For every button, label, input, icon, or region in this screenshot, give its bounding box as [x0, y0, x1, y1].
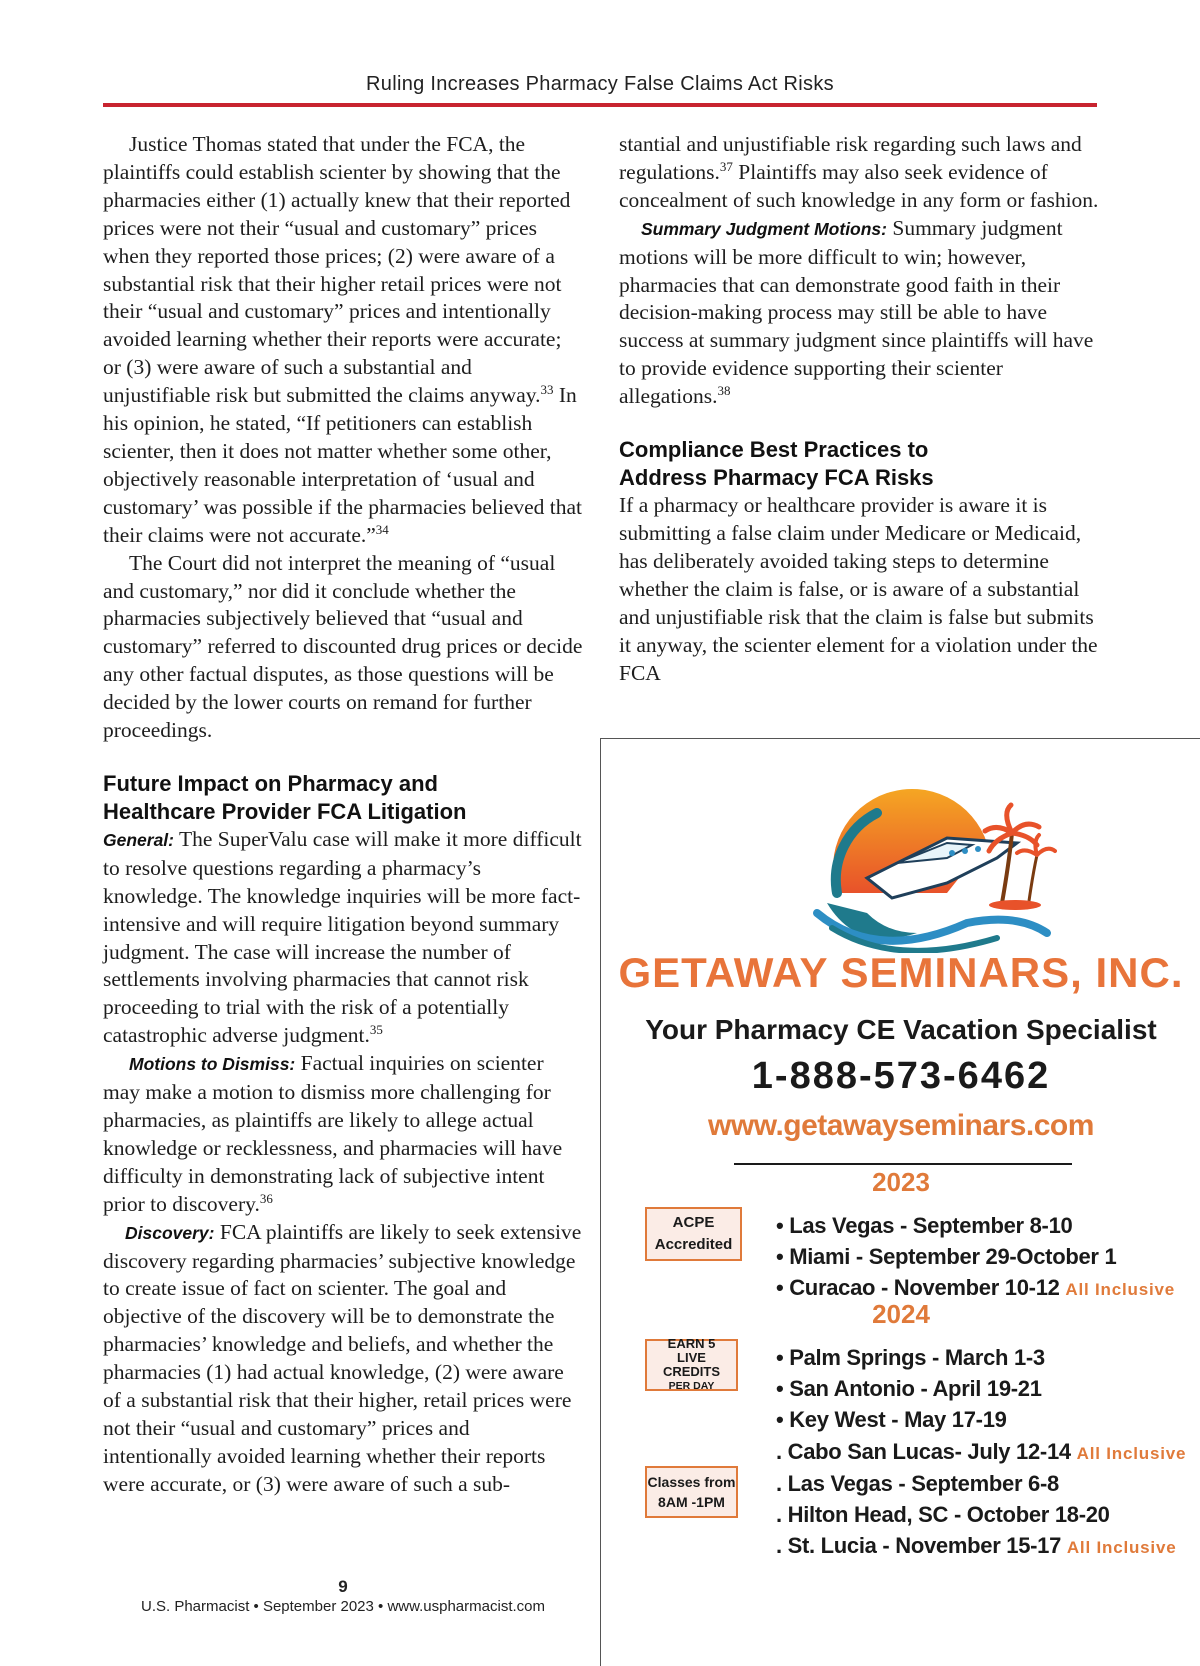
event-item: • Key West - May 17-19: [776, 1407, 1007, 1432]
footnote-ref[interactable]: 35: [369, 1022, 383, 1038]
paragraph: General: The SuperValu case will make it more difficult to resolve questions regarding a pharmacy’s knowledge. The knowledge inquiries will be more fact-intensive and will require litigation beyond summary judgment. The case will increase the number of settlements involving pharmacies that cannot risk proceeding to trial with the risk of a potentially catastrophic adverse judgment.$^{35}$: [103, 826, 582, 1048]
left-column: [103, 131, 583, 1499]
year-heading: 2024: [872, 1299, 930, 1329]
run-in-label: Discovery:: [125, 1222, 215, 1243]
section-heading: Future Impact on Pharmacy and Healthcare Provider FCA Litigation: [103, 770, 467, 824]
paragraph: Justice Thomas stated that under the FCA, the plaintiffs could establish scienter by showing that the pharmacies either (1) actually knew that their reported prices were not their “usual and customary” prices when they reported those prices; (2) were aware of a substantial risk that their higher retail prices were not their “usual and customary” prices and intentionally avoided learning whether their reports were accurate; or (3) were aware of such a substantial and unjustifiable risk but submitted the claims anyway.$^{33}$ In his opinion, he stated, “If petitioners can establish scienter, then it does not matter whether some other, objectively reasonable interpretation of ‘usual and customary’ was possible if the pharmacies believed that their claims were not accurate.”$^{34}$: [103, 132, 583, 547]
tagline: Your Pharmacy CE Vacation Specialist: [645, 1014, 1157, 1045]
company-name: GETAWAY SEMINARS, INC.: [618, 949, 1184, 996]
event-item: • Las Vegas - September 8-10: [776, 1213, 1073, 1238]
event-item: . Cabo San Lucas- July 12-14 All Inclusive: [776, 1439, 1187, 1464]
footnote-ref[interactable]: 36: [259, 1190, 273, 1206]
event-item: . St. Lucia - November 15-17 All Inclusive: [776, 1533, 1177, 1558]
run-in-label: Summary Judgment Motions:: [641, 218, 887, 239]
paragraph: If a pharmacy or healthcare provider is aware it is submitting a false claim under Medicare or Medicaid, has deliberately avoided taking steps to determine whether the claim is false, or is aware of a substantial and unjustifiable risk that the claim is false but submits it anyway, the scienter element for a violation under the FCA: [619, 493, 1098, 685]
paragraph: Discovery: FCA plaintiffs are likely to seek extensive discovery regarding pharmacies’ subjective knowledge to create issue of fact on scienter. The goal and objective of the discovery will be to demonstrate the pharmacies’ knowledge and beliefs, and whether the pharmacies (1) had actual knowledge, (2) were aware of a substantial risk that their higher, retail prices were not their “usual and customary” prices and intentionally avoided learning whether their reports were accurate, or (3) were aware of such a sub-: [103, 1219, 582, 1496]
event-item: . Las Vegas - September 6-8: [776, 1471, 1059, 1496]
event-item: • Palm Springs - March 1-3: [776, 1345, 1045, 1370]
ad-divider: [734, 1163, 1072, 1165]
website-link[interactable]: www.getawayseminars.com: [708, 1109, 1094, 1142]
section-heading: Compliance Best Practices to Address Pharmacy FCA Risks: [619, 437, 934, 491]
paragraph: Motions to Dismiss: Factual inquiries on scienter may make a motion to dismiss more challenging for pharmacies, as plaintiffs are likely to allege actual knowledge or recklessness, and pharmacies will have difficulty in demonstrating lack of subjective intent prior to discovery.$^{36}$: [103, 1051, 563, 1216]
acpe-badge: ACPE Accredited: [645, 1207, 742, 1261]
footnote-ref[interactable]: 38: [717, 383, 731, 398]
header-rule: [103, 103, 1097, 107]
phone-number[interactable]: 1-888-573-6462: [751, 1055, 1051, 1097]
paragraph: Summary Judgment Motions: Summary judgment motions will be more difficult to win; however, pharmacies that can demonstrate good faith in their decision-making process may still be able to have success at summary judgment since plaintiffs will have to provide evidence supporting their scienter allegations.$^{38}$: [619, 215, 1094, 409]
run-in-label: General:: [103, 829, 174, 850]
footnote-ref[interactable]: 33: [540, 382, 554, 397]
right-column: [619, 131, 1099, 687]
all-inclusive-tag: All Inclusive: [1076, 1444, 1187, 1463]
classes-badge: Classes from 8AM -1PM: [645, 1466, 738, 1518]
credits-badge: EARN 5 LIVE CREDITS PER DAY: [645, 1339, 738, 1391]
year-heading: 2023: [872, 1167, 930, 1197]
event-item: • Miami - September 29-October 1: [776, 1244, 1117, 1269]
footnote-ref[interactable]: 37: [719, 158, 733, 174]
running-header: Ruling Increases Pharmacy False Claims Act Risks: [366, 73, 834, 95]
cruise-ship-sunset-palm-icon: [797, 783, 1057, 953]
paragraph: stantial and unjustifiable risk regarding such laws and regulations.$^{37}$ Plaintiffs may also seek evidence of concealment of such knowledge in any form or fashion.: [619, 132, 1099, 212]
all-inclusive-tag: All Inclusive: [1065, 1280, 1175, 1299]
event-item: . Hilton Head, SC - October 18-20: [776, 1502, 1110, 1527]
paragraph: The Court did not interpret the meaning of “usual and customary,” nor did it conclude whether the pharmacies subjectively believed that “usual and customary” referred to discounted drug prices or decide any other factual disputes, as those questions will be decided by the lower courts on remand for further proceedings.: [103, 550, 583, 743]
footnote-ref[interactable]: 34: [375, 521, 389, 537]
footer-publication[interactable]: U.S. Pharmacist • September 2023 • www.uspharmacist.com: [141, 1598, 545, 1615]
event-item: • San Antonio - April 19-21: [776, 1376, 1042, 1401]
run-in-label: Motions to Dismiss:: [129, 1054, 296, 1075]
all-inclusive-tag: All Inclusive: [1066, 1538, 1177, 1557]
page-number: 9: [338, 1577, 348, 1596]
getaway-seminars-ad[interactable]: [600, 738, 1200, 1666]
event-item: • Curacao - November 10-12 All Inclusive: [776, 1275, 1175, 1300]
